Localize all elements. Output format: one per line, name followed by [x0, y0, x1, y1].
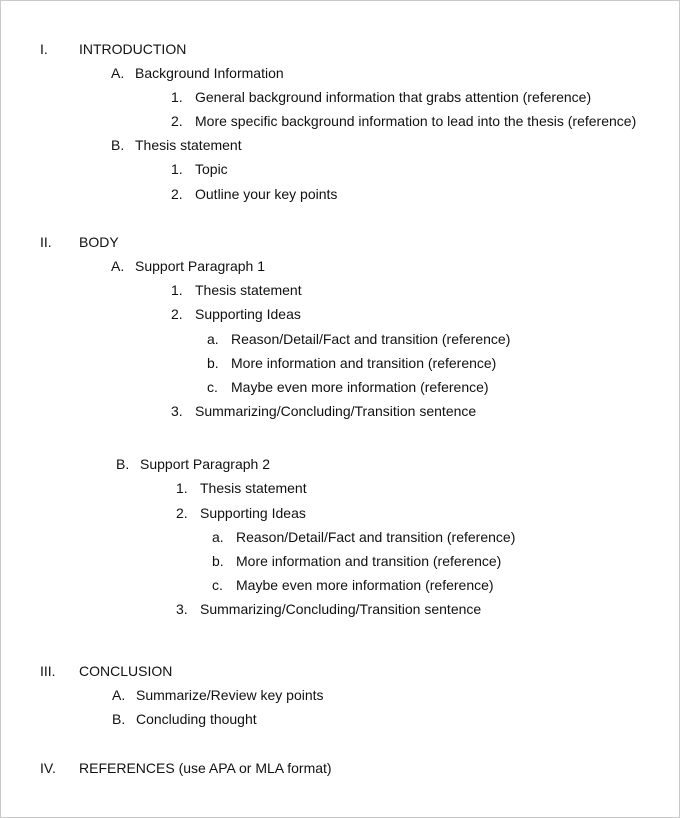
subitem-text: Supporting Ideas	[195, 306, 301, 322]
subitem-text: Topic	[195, 161, 228, 177]
subitem-text: Supporting Ideas	[200, 505, 306, 521]
point-letter: a.	[212, 529, 224, 545]
point-text: Reason/Detail/Fact and transition (reference)	[231, 331, 511, 347]
subitem-number: 1.	[171, 89, 183, 105]
subitem-text: Outline your key points	[195, 186, 338, 202]
subitem-number: 1.	[171, 282, 183, 298]
section-numeral: I.	[40, 41, 48, 57]
point-text: More information and transition (reference)	[231, 355, 497, 371]
point-text: Reason/Detail/Fact and transition (reference)	[236, 529, 516, 545]
item-text: Support Paragraph 2	[140, 456, 270, 472]
subitem-number: 1.	[171, 161, 183, 177]
subitem-text: Thesis statement	[195, 282, 302, 298]
point-text: More information and transition (reference)	[236, 553, 502, 569]
subitem-text: Summarizing/Concluding/Transition sentence	[195, 403, 477, 419]
section-title: REFERENCES (use APA or MLA format)	[79, 760, 332, 776]
item-letter: B.	[112, 711, 126, 727]
item-text: Support Paragraph 1	[135, 258, 265, 274]
section-title: CONCLUSION	[79, 663, 173, 679]
item-letter: B.	[116, 456, 130, 472]
item-letter: A.	[112, 687, 126, 703]
point-letter: b.	[212, 553, 224, 569]
item-text: Concluding thought	[136, 711, 257, 727]
section-numeral: II.	[40, 234, 52, 250]
item-text: Summarize/Review key points	[136, 687, 324, 703]
subitem-text: Summarizing/Concluding/Transition sentence	[200, 601, 482, 617]
subitem-text: Thesis statement	[200, 480, 307, 496]
section-title: INTRODUCTION	[79, 41, 187, 57]
point-text: Maybe even more information (reference)	[236, 577, 494, 593]
section-numeral: IV.	[40, 760, 56, 776]
item-letter: A.	[111, 65, 125, 81]
item-letter: B.	[111, 137, 125, 153]
subitem-number: 1.	[176, 480, 188, 496]
point-letter: c.	[207, 379, 218, 395]
subitem-number: 2.	[171, 186, 183, 202]
subitem-number: 3.	[176, 601, 188, 617]
subitem-text: More specific background information to lead into the thesis (reference)	[195, 113, 637, 129]
section-title: BODY	[79, 234, 119, 250]
section-numeral: III.	[40, 663, 56, 679]
point-letter: c.	[212, 577, 223, 593]
point-letter: b.	[207, 355, 219, 371]
item-letter: A.	[111, 258, 125, 274]
point-letter: a.	[207, 331, 219, 347]
subitem-number: 2.	[171, 306, 183, 322]
item-text: Thesis statement	[135, 137, 242, 153]
subitem-text: General background information that grabs attention (reference)	[195, 89, 592, 105]
item-text: Background Information	[135, 65, 284, 81]
subitem-number: 3.	[171, 403, 183, 419]
point-text: Maybe even more information (reference)	[231, 379, 489, 395]
subitem-number: 2.	[171, 113, 183, 129]
subitem-number: 2.	[176, 505, 188, 521]
